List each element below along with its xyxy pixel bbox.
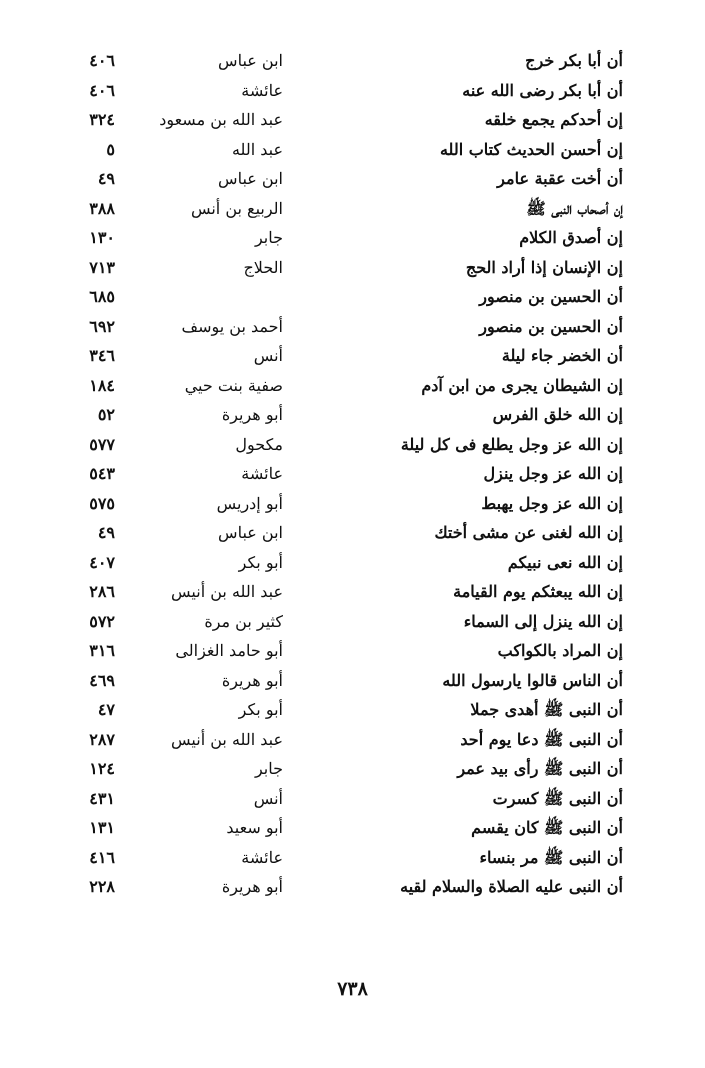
index-entry-row xyxy=(0,843,705,873)
narrator-name: أبو هريرة xyxy=(221,670,283,690)
narrator-name: الحلاج xyxy=(243,257,283,277)
page-reference: ٢٨٦ xyxy=(89,582,115,601)
index-entry-row xyxy=(0,400,705,430)
narrator-name: أبو حامد الغزالى xyxy=(175,641,283,660)
narrator-name: جابر xyxy=(254,759,283,778)
index-entry-row xyxy=(0,695,705,725)
hadith-opening-text: إن الله عز وجل يطلع فى كل ليلة xyxy=(400,434,623,454)
hadith-index-list xyxy=(0,46,705,902)
narrator-name: أبو إدريس xyxy=(216,493,283,513)
hadith-opening-text: أن الخضر جاء ليلة xyxy=(501,346,623,365)
index-entry-row xyxy=(0,518,705,548)
page-reference: ١٣٠ xyxy=(89,228,115,247)
hadith-opening-text: أن النبى ﷺ كسرت xyxy=(492,788,623,808)
index-entry-row xyxy=(0,607,705,637)
page-reference: ١٣١ xyxy=(89,818,115,837)
index-entry-row xyxy=(0,223,705,253)
hadith-opening-text: أن النبى ﷺ دعا يوم أحد xyxy=(460,729,623,749)
narrator-name: جابر xyxy=(254,228,283,247)
hadith-opening-text: إن الله يبعثكم يوم القيامة xyxy=(453,582,623,601)
narrator-name: كثير بن مرة xyxy=(204,611,283,631)
page-reference: ٥٧٥ xyxy=(89,493,115,513)
narrator-name: أبو سعيد xyxy=(226,818,283,837)
page-reference: ٤٩ xyxy=(97,523,115,542)
hadith-opening-text: أن الحسين بن منصور xyxy=(479,316,623,336)
page-reference: ٥٤٣ xyxy=(89,464,115,483)
narrator-name: عبد الله xyxy=(231,139,283,159)
page-reference: ٣١٦ xyxy=(89,641,115,660)
narrator-name: أبو بكر xyxy=(238,552,283,572)
hadith-opening-text: إن الله ينزل إلى السماء xyxy=(463,611,623,631)
index-entry-row xyxy=(0,164,705,194)
hadith-opening-text: إن أصحاب النبى ﷺ xyxy=(526,198,623,218)
index-entry-row xyxy=(0,430,705,460)
index-entry-row xyxy=(0,489,705,519)
hadith-opening-text: إن الشيطان يجرى من ابن آدم xyxy=(421,375,623,395)
narrator-name: أبو هريرة xyxy=(221,405,283,424)
page-reference: ٧١٣ xyxy=(89,257,115,277)
page-reference: ٣٨٨ xyxy=(89,198,115,218)
narrator-name: أبو هريرة xyxy=(221,877,283,896)
hadith-opening-text: إن أحدكم يجمع خلقه xyxy=(484,110,623,129)
hadith-opening-text: إن الله عز وجل ينزل xyxy=(483,464,623,483)
index-entry-row xyxy=(0,371,705,401)
narrator-name: أنس xyxy=(253,346,283,365)
narrator-name: عائشة xyxy=(241,80,283,100)
index-entry-row xyxy=(0,76,705,106)
page-reference: ٤٠٧ xyxy=(89,552,115,572)
hadith-opening-text: إن الله خلق الفرس xyxy=(492,405,623,424)
narrator-name: أنس xyxy=(253,788,283,808)
narrator-name: الربيع بن أنس xyxy=(190,198,283,218)
index-entry-row xyxy=(0,813,705,843)
page-reference: ٤٠٦ xyxy=(89,80,115,100)
index-entry-row xyxy=(0,577,705,607)
narrator-name: ابن عباس xyxy=(218,51,283,70)
index-entry-row xyxy=(0,312,705,342)
page-reference: ٦٩٢ xyxy=(89,316,115,336)
page-reference: ٦٨٥ xyxy=(89,287,115,306)
narrator-name: ابن عباس xyxy=(218,169,283,188)
narrator-name: عائشة xyxy=(241,464,283,483)
page-reference: ٤١٦ xyxy=(89,847,115,867)
index-entry-row xyxy=(0,666,705,696)
narrator-name: عبد الله بن أنيس xyxy=(171,582,283,601)
hadith-opening-text: أن النبى ﷺ مر بنساء xyxy=(479,847,623,867)
page-reference: ٥٧٧ xyxy=(89,434,115,454)
index-entry-row xyxy=(0,105,705,135)
page-reference: ٥٧٢ xyxy=(89,611,115,631)
page-reference: ٢٨٧ xyxy=(89,729,115,749)
narrator-name: مكحول xyxy=(235,434,283,454)
hadith-opening-text: أن النبى ﷺ كان يقسم xyxy=(471,818,623,837)
page-reference: ٥ xyxy=(106,139,115,159)
index-entry-row xyxy=(0,754,705,784)
hadith-opening-text: إن أصدق الكلام xyxy=(519,228,623,247)
page-reference: ٤٩ xyxy=(97,169,115,188)
narrator-name: عبد الله بن أنيس xyxy=(171,729,283,749)
narrator-name: أحمد بن يوسف xyxy=(181,316,283,336)
index-entry-row xyxy=(0,194,705,224)
page-reference: ٥٢ xyxy=(97,405,115,424)
index-entry-row xyxy=(0,872,705,902)
index-entry-row xyxy=(0,548,705,578)
page-reference: ٤٠٦ xyxy=(89,51,115,70)
narrator-name: أبو بكر xyxy=(238,700,283,719)
hadith-opening-text: إن المراد بالكواكب xyxy=(497,641,623,660)
hadith-opening-text: إن الله لغنى عن مشى أختك xyxy=(434,523,623,542)
index-entry-row xyxy=(0,46,705,76)
hadith-opening-text: أن النبى ﷺ أهدى جملا xyxy=(470,700,623,719)
page-reference: ٤٦٩ xyxy=(89,670,115,690)
index-entry-row xyxy=(0,725,705,755)
index-entry-row xyxy=(0,341,705,371)
index-entry-row xyxy=(0,784,705,814)
page-reference: ٢٢٨ xyxy=(89,877,115,896)
hadith-opening-text: إن أحسن الحديث كتاب الله xyxy=(439,139,623,159)
hadith-opening-text: أن النبى ﷺ رأى بيد عمر xyxy=(457,759,623,778)
hadith-opening-text: إن الله نعى نبيكم xyxy=(507,552,623,572)
hadith-opening-text: إن الله عز وجل يهبط xyxy=(481,493,623,513)
hadith-opening-text: أن أبا بكر رضى الله عنه xyxy=(462,80,623,100)
index-entry-row xyxy=(0,636,705,666)
page-reference: ٣٢٤ xyxy=(89,110,115,129)
index-entry-row xyxy=(0,135,705,165)
page-number: ٧٣٨ xyxy=(337,978,368,1000)
hadith-opening-text: أن النبى عليه الصلاة والسلام لقيه xyxy=(400,877,623,896)
narrator-name: صفية بنت حيي xyxy=(184,375,283,395)
narrator-name: عائشة xyxy=(241,847,283,867)
page-reference: ٣٤٦ xyxy=(89,346,115,365)
hadith-opening-text: أن أبا بكر خرج xyxy=(525,51,623,70)
hadith-opening-text: إن الإنسان إذا أراد الحج xyxy=(465,257,623,277)
narrator-name: ابن عباس xyxy=(218,523,283,542)
index-entry-row xyxy=(0,459,705,489)
page-reference: ٤٧ xyxy=(97,700,115,719)
hadith-opening-text: أن أخت عقبة عامر xyxy=(497,169,623,188)
index-entry-row xyxy=(0,282,705,312)
page-reference: ١٨٤ xyxy=(89,375,115,395)
page-reference: ١٢٤ xyxy=(89,759,115,778)
hadith-opening-text: أن الحسين بن منصور xyxy=(479,287,623,306)
narrator-name: عبد الله بن مسعود xyxy=(159,110,283,129)
hadith-opening-text: أن الناس قالوا يارسول الله xyxy=(442,670,623,690)
index-entry-row xyxy=(0,253,705,283)
page-reference: ٤٣١ xyxy=(89,788,115,808)
